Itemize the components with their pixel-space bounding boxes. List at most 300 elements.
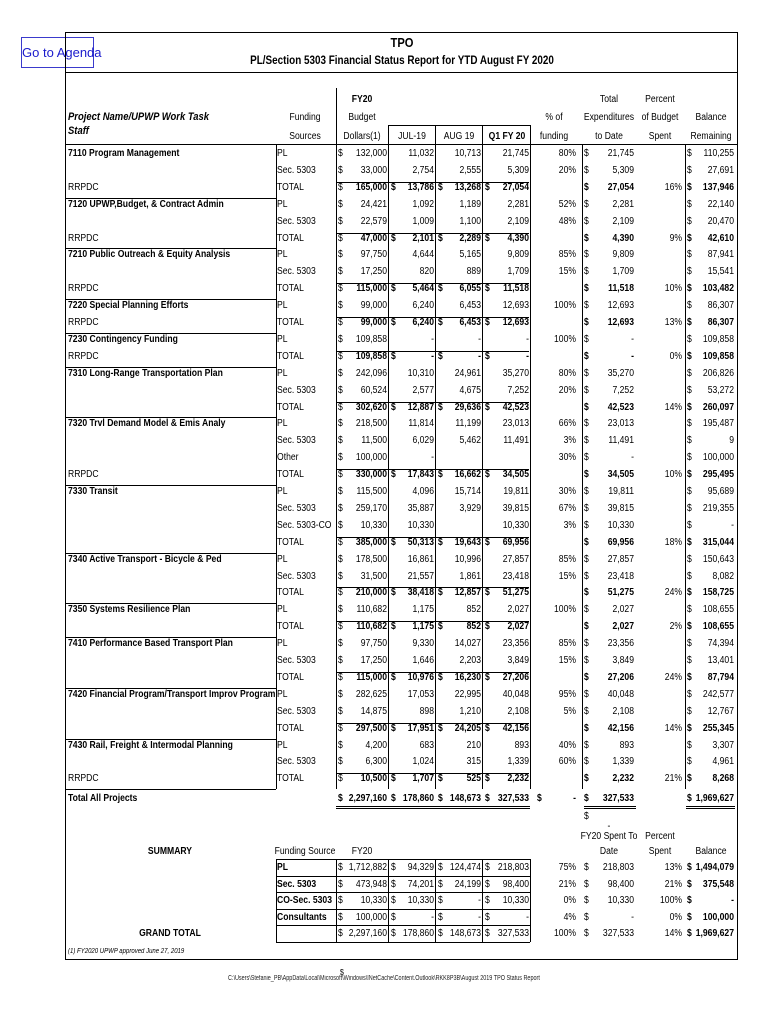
dollar-sign: $ [391, 401, 396, 413]
dollar-sign: $ [584, 164, 589, 176]
budget-value: 99,000 [360, 300, 387, 312]
header-aug: AUG 19 [443, 131, 475, 142]
funding-source: Sec. 5303 [277, 215, 316, 227]
grand-q1: 327,533 [497, 793, 529, 805]
dollar-sign: $ [338, 587, 343, 599]
dollar-sign: $ [338, 570, 343, 582]
pct-funding-value: 60% [558, 756, 576, 768]
budget-value: 110,682 [356, 621, 387, 633]
aug-value: 19,643 [454, 536, 481, 548]
dollar-sign: $ [485, 232, 490, 244]
project-name: 7230 Contingency Funding [68, 333, 178, 345]
dollar-sign: $ [687, 688, 692, 700]
pct-funding-value: 67% [558, 502, 576, 514]
summary-q1: 98,400 [502, 878, 529, 890]
summary-exp: 98,400 [607, 878, 634, 890]
dollar-sign: $ [391, 862, 396, 874]
dollar-sign: $ [584, 283, 589, 295]
expenditure-value: 2,281 [612, 198, 634, 210]
budget-value: 97,750 [360, 638, 387, 650]
header-pct-funding: % of [545, 112, 563, 123]
aug-value: 5,165 [459, 249, 481, 261]
project-name: 7220 Special Planning Efforts [68, 300, 189, 312]
total-rule [336, 351, 529, 352]
summary-column-line [435, 859, 436, 942]
pct-spent-value: 13% [664, 317, 682, 328]
budget-value: 297,500 [355, 722, 387, 734]
aug-value: 10,713 [454, 148, 481, 159]
expenditure-value: 51,275 [607, 587, 634, 599]
dollar-sign: $ [391, 895, 396, 907]
summary-rule [276, 909, 530, 910]
dollar-sign: $ [687, 435, 692, 447]
header-jul: JUL-19 [398, 131, 426, 142]
budget-value: 282,625 [355, 688, 387, 700]
budget-value: 99,000 [360, 317, 387, 328]
total-rule [336, 537, 529, 538]
dollar-sign: $ [687, 705, 692, 717]
summary-pct: 21% [558, 878, 576, 890]
budget-value: 302,620 [355, 401, 387, 413]
pct-spent-value: 24% [664, 671, 682, 683]
aug-value: 16,662 [454, 469, 481, 481]
dollar-sign: $ [391, 878, 396, 890]
budget-value: 115,000 [356, 671, 387, 683]
expenditure-value: 12,693 [607, 300, 634, 312]
expenditure-value: 5,309 [612, 164, 634, 176]
dollar-sign: $ [687, 401, 692, 413]
expenditure-value: 1,709 [612, 266, 634, 278]
jul-value: 1,092 [412, 198, 434, 210]
header-budget: Budget [348, 112, 376, 123]
pct-spent-value: 14% [664, 401, 682, 413]
jul-value: 10,330 [407, 519, 434, 531]
balance-value: 20,470 [707, 215, 734, 227]
q1-value: 2,027 [507, 621, 529, 633]
dollar-sign: $ [584, 638, 589, 650]
funding-source: TOTAL [277, 671, 304, 683]
balance-value: 22,140 [707, 198, 734, 210]
dollar-sign: $ [687, 317, 692, 328]
dollar-sign: $ [391, 536, 396, 548]
funding-source: Sec. 5303 [277, 384, 316, 396]
pct-spent-value: 18% [664, 536, 682, 548]
aug-value: 2,555 [459, 164, 481, 176]
dollar-sign: $ [338, 928, 343, 940]
title-divider [65, 72, 738, 73]
dollar-sign: $ [687, 181, 692, 193]
balance-value: 150,643 [702, 553, 734, 565]
dollar-sign: $ [584, 232, 589, 244]
pct-funding-value: 100% [554, 333, 576, 345]
expenditure-value: 40,048 [607, 688, 634, 700]
header-divider [65, 144, 738, 145]
q1-value: 19,811 [503, 486, 529, 497]
dollar-sign: $ [338, 148, 343, 159]
jul-value: 898 [419, 705, 434, 717]
dollar-sign: $ [687, 655, 692, 666]
pct-spent-value: 2% [669, 621, 682, 633]
dollar-sign: $ [687, 300, 692, 312]
summary-spent: 14% [664, 928, 682, 940]
summary-exp: - [631, 911, 634, 923]
expenditure-value: 4,390 [612, 232, 634, 244]
report-title: PL/Section 5303 Financial Status Report for YTD August FY 2020 [250, 55, 554, 67]
summary-header-fy: FY20 [351, 846, 373, 858]
dollar-sign: $ [391, 773, 396, 785]
balance-value: 86,307 [707, 317, 734, 328]
expenditure-value: 2,232 [612, 773, 634, 785]
q1-value: 2,027 [507, 604, 529, 616]
summary-pct: 0% [563, 895, 576, 907]
aug-value: 1,100 [459, 215, 481, 227]
q1-value: 3,849 [507, 655, 529, 666]
funding-source: TOTAL [277, 536, 304, 548]
summary-rule [276, 925, 530, 926]
funding-source: TOTAL [277, 350, 304, 362]
expenditure-value: 27,857 [607, 553, 634, 565]
summary-balance: - [731, 895, 734, 907]
dollar-sign: $ [391, 469, 396, 481]
dollar-sign: $ [338, 604, 343, 616]
dollar-sign: $ [438, 928, 443, 940]
summary-balance: 1,969,627 [695, 928, 734, 940]
balance-value: 9 [729, 435, 734, 447]
funding-source: PL [277, 604, 288, 616]
dollar-sign: $ [687, 198, 692, 210]
summary-pct: 4% [563, 911, 576, 923]
expenditure-value: 42,156 [607, 722, 634, 734]
balance-value: 27,691 [707, 164, 734, 176]
column-line [582, 144, 583, 789]
q1-value: 23,418 [502, 570, 529, 582]
dollar-sign: $ [438, 350, 443, 362]
dollar-sign: $ [584, 519, 589, 531]
dollar-sign: $ [338, 739, 343, 751]
dollar-sign: $ [338, 793, 343, 805]
dollar-sign: $ [338, 688, 343, 700]
grand-double-rule [584, 808, 636, 809]
summary-budget: 10,330 [360, 895, 387, 907]
pct-funding-value: 48% [558, 215, 576, 227]
expenditure-value: 23,013 [607, 418, 634, 430]
header-budget: FY20 [351, 94, 373, 105]
pct-spent-value: 10% [664, 469, 682, 481]
balance-value: 8,268 [712, 773, 734, 785]
dollar-sign: $ [584, 671, 589, 683]
aug-value: 6,055 [459, 283, 481, 295]
jul-value: 17,951 [407, 722, 434, 734]
go-to-agenda-link[interactable]: Go to Agenda [21, 37, 94, 68]
dollar-sign: $ [438, 878, 443, 890]
dollar-sign: $ [584, 300, 589, 312]
expenditure-value: - [631, 333, 634, 345]
project-name: 7430 Rail, Freight & Intermodal Planning [68, 739, 233, 751]
funding-source: Sec. 5303 [277, 570, 316, 582]
funding-source: Sec. 5303 [277, 435, 316, 447]
summary-rule [276, 859, 530, 860]
dollar-sign: $ [584, 536, 589, 548]
header-funding: Funding [289, 112, 321, 123]
dollar-sign: $ [338, 553, 343, 565]
total-rule [336, 723, 529, 724]
project-divider [65, 789, 276, 790]
budget-value: 24,421 [360, 198, 387, 210]
funding-source: PL [277, 148, 288, 159]
jul-value: 11,814 [408, 418, 434, 430]
summary-q1: 218,803 [497, 862, 529, 874]
budget-value: 22,579 [360, 215, 387, 227]
pct-funding-value: 85% [558, 638, 576, 650]
dollar-sign: $ [391, 911, 396, 923]
q1-value: 11,518 [503, 283, 529, 295]
q1-value: 35,270 [502, 367, 529, 379]
column-line [685, 144, 686, 789]
dollar-sign: $ [584, 215, 589, 227]
funding-source: Sec. 5303-CO [277, 519, 332, 531]
jul-value: 10,310 [407, 367, 434, 379]
summary-label: SUMMARY [147, 846, 193, 858]
dollar-sign: $ [687, 333, 692, 345]
expenditure-value: 35,270 [607, 367, 634, 379]
pct-spent-value: 21% [664, 773, 682, 785]
header-pct-budget: Percent [645, 94, 675, 105]
funding-source: Other [277, 452, 299, 464]
summary-column-line [388, 859, 389, 942]
aug-value: 15,714 [454, 486, 481, 497]
dollar-sign: $ [338, 469, 343, 481]
aug-value: 12,857 [454, 587, 481, 599]
dollar-sign: $ [338, 333, 343, 345]
summary-source: Consultants [277, 911, 327, 923]
budget-value: 330,000 [355, 469, 387, 481]
column-line [435, 125, 436, 789]
grand-double-rule [686, 808, 735, 809]
summary-exp: 218,803 [602, 862, 634, 874]
dollar-sign: $ [584, 811, 589, 823]
expenditure-value: 69,956 [607, 536, 634, 548]
total-rule [336, 283, 529, 284]
q1-value: 11,491 [503, 435, 529, 447]
funding-source: PL [277, 688, 288, 700]
column-line [482, 125, 483, 789]
funding-source: PL [277, 486, 288, 497]
pct-funding-value: 5% [563, 705, 576, 717]
dollar-sign: $ [584, 401, 589, 413]
expenditure-value: 27,054 [607, 181, 634, 193]
jul-value: 6,240 [412, 317, 434, 328]
jul-value: 6,240 [412, 300, 434, 312]
jul-value: 5,464 [412, 283, 434, 295]
budget-value: 218,500 [355, 418, 387, 430]
dollar-sign: $ [391, 722, 396, 734]
dollar-sign: $ [391, 283, 396, 295]
grand-exp: 327,533 [602, 793, 634, 805]
summary-aug: 24,199 [454, 878, 481, 890]
funding-source: PL [277, 300, 288, 312]
budget-value: 100,000 [355, 452, 387, 464]
jul-value: 1,175 [412, 604, 434, 616]
summary-source: PL [277, 862, 288, 874]
balance-value: 87,794 [707, 671, 734, 683]
balance-value: 53,272 [707, 384, 734, 396]
summary-budget: 473,948 [355, 878, 387, 890]
summary-jul: 10,330 [407, 895, 434, 907]
project-name: 7320 Trvl Demand Model & Emis Analy [68, 418, 226, 430]
dollar-sign: $ [438, 862, 443, 874]
balance-value: 100,000 [702, 452, 734, 464]
pct-spent-value: 0% [669, 350, 682, 362]
aug-value: - [478, 350, 481, 362]
dollar-sign: $ [584, 895, 589, 907]
dollar-sign: $ [485, 621, 490, 633]
aug-value: 24,961 [454, 367, 481, 379]
dollar-sign: $ [485, 862, 490, 874]
dollar-sign: $ [687, 862, 692, 874]
dollar-sign: $ [485, 181, 490, 193]
funding-source: TOTAL [277, 621, 304, 633]
total-rule [336, 587, 529, 588]
dollar-sign: $ [485, 587, 490, 599]
dollar-sign: $ [391, 350, 396, 362]
grand-double-rule [336, 806, 530, 807]
budget-value: 10,330 [360, 519, 387, 531]
dollar-sign: $ [438, 401, 443, 413]
budget-value: 115,500 [356, 486, 387, 497]
q1-value: 2,281 [507, 198, 529, 210]
dollar-sign: $ [687, 215, 692, 227]
jul-value: 1,646 [412, 655, 434, 666]
budget-value: 115,000 [356, 283, 387, 295]
dollar-sign: $ [338, 621, 343, 633]
dollar-sign: $ [687, 266, 692, 278]
pct-funding-value: 100% [554, 604, 576, 616]
dollar-sign: $ [584, 249, 589, 261]
jul-value: 10,976 [407, 671, 434, 683]
funding-source: PL [277, 739, 288, 751]
summary-budget: 1,712,882 [348, 862, 387, 874]
dollar-sign: $ [338, 283, 343, 295]
header-total-exp: Expenditures [583, 112, 635, 123]
project-name: 7410 Performance Based Transport Plan [68, 638, 233, 650]
pct-spent-value: 24% [664, 587, 682, 599]
dollar-sign: $ [687, 773, 692, 785]
total-rule [336, 672, 529, 673]
aug-value: 11,199 [455, 418, 481, 430]
aug-value: 525 [466, 773, 481, 785]
pct-funding-value: 3% [563, 519, 576, 531]
pct-funding-value: 80% [558, 367, 576, 379]
balance-value: 108,655 [702, 604, 734, 616]
dollar-sign: $ [338, 502, 343, 514]
dollar-sign: $ [485, 536, 490, 548]
funding-source: PL [277, 638, 288, 650]
dollar-sign: $ [338, 655, 343, 666]
grand-pct: - [573, 793, 576, 805]
pct-funding-value: 30% [558, 486, 576, 497]
expenditure-value: 27,206 [607, 671, 634, 683]
grand-balance: 1,969,627 [695, 793, 734, 805]
dollar-sign: $ [687, 553, 692, 565]
q1-value: 2,108 [507, 705, 529, 717]
dollar-sign: $ [537, 793, 542, 805]
jul-value: 4,644 [412, 249, 434, 261]
dollar-sign: $ [687, 621, 692, 633]
jul-value: 21,557 [407, 570, 434, 582]
summary-budget: 100,000 [355, 911, 387, 923]
q1-value: 34,505 [502, 469, 529, 481]
budget-value: 31,500 [360, 570, 387, 582]
dollar-sign: $ [338, 638, 343, 650]
footer-path: C:\Users\Stefanie_PB\AppData\Local\Microsoft\Windows\INetCache\Content.Outlook\RKK8P3B\August 2019 TPO Status Report [228, 975, 540, 982]
column-line [530, 125, 531, 789]
pct-spent-value: 9% [669, 232, 682, 244]
jul-value: 38,418 [407, 587, 434, 599]
footer-mark: $ [340, 968, 344, 977]
dollar-sign: $ [338, 317, 343, 328]
summary-budget: 2,297,160 [348, 928, 387, 940]
dollar-sign: $ [438, 793, 443, 805]
dollar-sign: $ [485, 283, 490, 295]
project-staff: RRPDC [68, 350, 99, 362]
aug-value: 1,189 [459, 198, 481, 210]
header-staff: Staff [68, 125, 89, 137]
dollar-sign: $ [584, 587, 589, 599]
dollar-sign: $ [687, 249, 692, 261]
jul-value: 6,029 [412, 435, 434, 447]
dollar-sign: $ [687, 604, 692, 616]
summary-source: Sec. 5303 [277, 878, 317, 890]
summary-aug: - [478, 895, 481, 907]
dollar-sign: $ [687, 418, 692, 430]
balance-value: 13,401 [707, 655, 734, 666]
q1-value: 69,956 [502, 536, 529, 548]
budget-value: 60,524 [360, 384, 387, 396]
summary-jul: 178,860 [402, 928, 434, 940]
dollar-sign: $ [391, 181, 396, 193]
header-pct-budget: Spent [648, 131, 672, 142]
column-line [336, 88, 337, 789]
project-staff: RRPDC [68, 283, 99, 295]
dollar-sign: $ [338, 350, 343, 362]
jul-value: 16,861 [407, 553, 434, 565]
dollar-sign: $ [338, 862, 343, 874]
dollar-sign: $ [438, 283, 443, 295]
dollar-sign: $ [485, 773, 490, 785]
dollar-sign: $ [687, 756, 692, 768]
expenditure-value: 11,491 [608, 435, 634, 447]
q1-value: - [526, 350, 529, 362]
project-staff: RRPDC [68, 181, 99, 193]
budget-value: 11,500 [361, 435, 387, 447]
aug-value: 852 [466, 604, 481, 616]
aug-value: 210 [466, 739, 481, 751]
jul-value: 2,754 [412, 164, 434, 176]
dollar-sign: $ [438, 722, 443, 734]
budget-value: 14,875 [360, 705, 387, 717]
dollar-sign: $ [338, 181, 343, 193]
funding-source: TOTAL [277, 232, 304, 244]
dollar-sign: $ [584, 452, 589, 464]
dollar-sign: $ [687, 519, 692, 531]
project-name: 7330 Transit [68, 486, 118, 497]
dollar-sign: $ [584, 317, 589, 328]
aug-value: 16,230 [454, 671, 481, 683]
aug-value: 4,675 [459, 384, 481, 396]
q1-value: 39,815 [502, 502, 529, 514]
dollar-sign: $ [687, 570, 692, 582]
dollar-sign: $ [687, 878, 692, 890]
